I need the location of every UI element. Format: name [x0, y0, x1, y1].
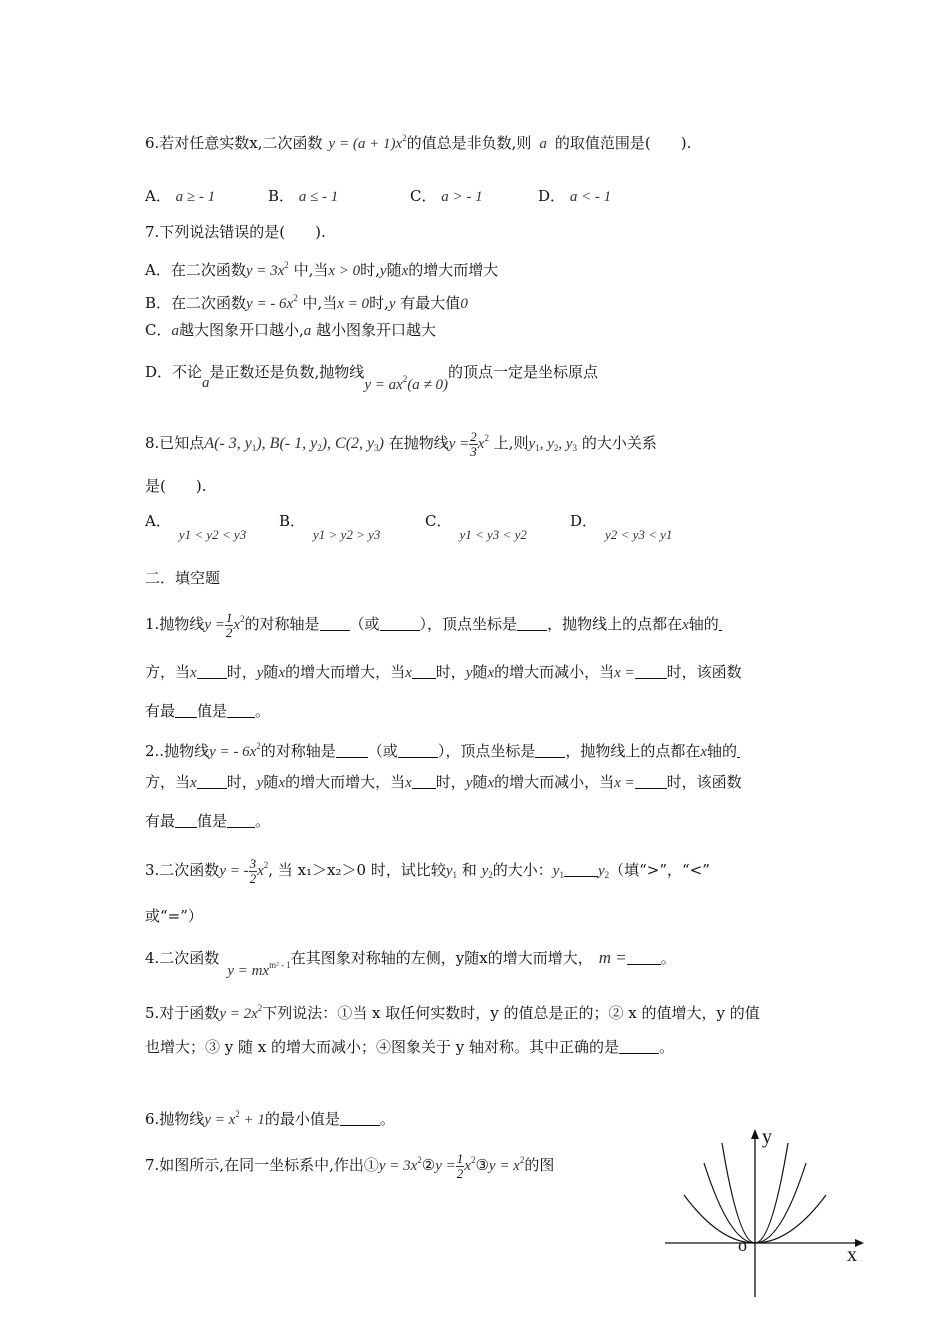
answer-blank[interactable] [412, 664, 436, 679]
answer-blank[interactable] [175, 813, 197, 828]
answer-blank[interactable] [320, 616, 350, 631]
answer-blank[interactable] [627, 956, 661, 965]
answer-blank[interactable] [175, 703, 197, 718]
fill-3-line2: 或“=”） [145, 907, 203, 925]
q8-option-a: A．y1 < y2 < y3 [145, 512, 247, 542]
q7-option-a: A．在二次函数$y = 3x^2$ 中,当x > 0时,y随x的增大而增大 [145, 260, 499, 279]
q6-option-d: D． a < - 1 [538, 187, 612, 205]
q7-option-b: B．在二次函数y = - $6x^2$ 中,当x = 0时,y 有最大值0 [145, 293, 468, 312]
q8-option-b: B．y1 > y2 > y3 [279, 512, 381, 542]
answer-blank[interactable] [412, 774, 436, 789]
answer-blank[interactable] [380, 616, 420, 631]
answer-blank[interactable] [635, 774, 667, 789]
q7-option-d: D．不论a是正数还是负数,抛物线$y = ax^2(a \ne 0)$的顶点一定是坐标原点 [145, 363, 598, 393]
answer-blank[interactable] [336, 743, 368, 758]
fill-1-line1: 1.抛物线y = $\frac{1}{2}$ $x^2$的对称轴是 （或 ），顶点坐标是 ，抛物线上的点都在x轴的 [145, 609, 722, 640]
fill-2-line1: 2..抛物线y = - $6x^2$的对称轴是 （或 ），顶点坐标是 ，抛物线上的点都在x轴的 [145, 736, 740, 762]
q8-stem: 8.已知点A(- 3, $y_1$), B(- 1, $y_2$), C(2, $y_3$) 在抛物线y = $\frac{2}{3}$ $x^2$ 上,则$y_1$, $y_2$, $y_3$ 的大小关系 [145, 428, 657, 459]
answer-blank[interactable] [197, 774, 227, 789]
answer-blank[interactable] [340, 1111, 380, 1126]
answer-blank[interactable] [197, 664, 227, 679]
fill-2-line3: 有最 值是 。 [145, 812, 271, 830]
answer-blank[interactable] [227, 813, 255, 828]
q6-option-a: A． a ≥ - 1 [145, 187, 216, 205]
y-axis-label: y [762, 1126, 772, 1148]
origin-label: o [738, 1235, 747, 1255]
parabola-graph [660, 1125, 870, 1300]
q8-stem-line2: 是( ). [145, 477, 207, 495]
answer-blank[interactable] [619, 1039, 659, 1054]
fill-4: 4.二次函数$y = mx^{m^2 - 1}$在其图象对称轴的左侧，y随x的增大而增大， m = 。 [145, 948, 676, 979]
fill-5-line1: 5.对于函数$y = 2x^2$下列说法：①当 x 取任何实数时，y 的值总是正的；② x 的值增大，y 的值 [145, 1003, 760, 1022]
fill-1-line3: 有最 值是 。 [145, 702, 271, 720]
fill-7: 7.如图所示,在同一坐标系中,作出①y = $3x^2②y$ = $\frac{1}{2}$ $x^2③y = x^2$的图 [145, 1150, 555, 1181]
answer-blank[interactable] [398, 743, 438, 758]
section-title: 二．填空题 [145, 569, 221, 587]
answer-blank[interactable] [535, 743, 565, 758]
answer-blank[interactable] [564, 862, 598, 877]
q6-option-c: C． a > - 1 [410, 187, 483, 205]
fill-3-line1: 3.二次函数y = - $\frac{3}{2}$ $x^2$, 当 x₁＞x₂＞0 时，试比较$y_1$ 和 $y_2$的大小：$y_1$ $y_2$（填“>”，“<” [145, 855, 710, 886]
answer-blank[interactable] [635, 664, 667, 679]
q8-option-d: D．y2 < y3 < y1 [570, 512, 673, 542]
q7-stem: 7.下列说法错误的是( ). [145, 223, 326, 241]
q6-stem: 6.若对任意实数x,二次函数 $y = (a + 1)x^2$的值总是非负数,则 a 的取值范围是( ). [145, 133, 692, 152]
q8-option-c: C．y1 < y3 < y2 [425, 512, 527, 542]
q6-option-b: B． a ≤ - 1 [268, 187, 339, 205]
fill-1-line2: 方，当x 时，y随x的增大而增大，当x 时，y随x的增大而减小，当x = 时，该函数 [145, 663, 742, 681]
x-axis-label: x [847, 1244, 857, 1266]
answer-blank[interactable] [737, 743, 740, 758]
answer-blank[interactable] [227, 703, 255, 718]
q7-option-c: C．a越大图象开口越小,a 越小图象开口越大 [145, 321, 437, 339]
answer-blank[interactable] [719, 616, 722, 631]
fill-5-line2: 也增大；③ y 随 x 的增大而减小；④图象关于 y 轴对称。其中正确的是 。 [145, 1038, 675, 1056]
answer-blank[interactable] [517, 616, 547, 631]
fill-2-line2: 方，当x 时，y随x的增大而增大，当x 时，y随x的增大而减小，当x = 时，该函数 [145, 773, 742, 791]
fill-6: 6.抛物线$y = x^2 + 1$的最小值是 。 [145, 1109, 395, 1128]
y-axis-arrow [751, 1129, 759, 1139]
